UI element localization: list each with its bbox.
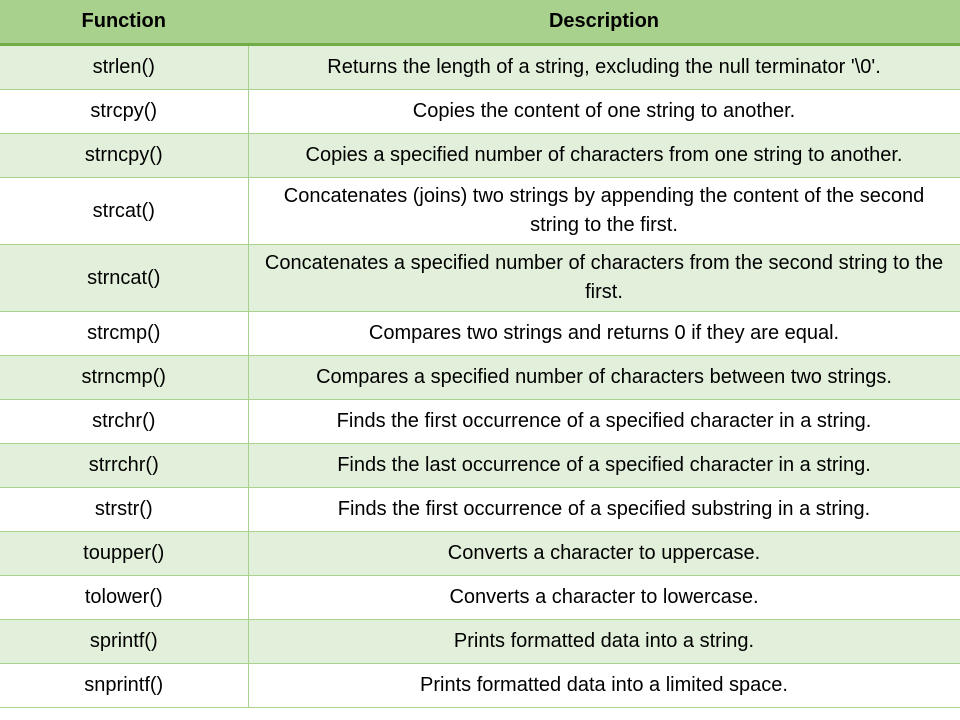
- function-cell: strcpy(): [0, 90, 248, 134]
- function-cell: strrchr(): [0, 444, 248, 488]
- function-cell: snprintf(): [0, 664, 248, 708]
- table-row: [0, 664, 960, 708]
- header-description: Description: [248, 0, 960, 45]
- table-row: [0, 444, 960, 488]
- description-cell: Copies the content of one string to another.: [248, 90, 960, 134]
- description-cell: Prints formatted data into a string.: [248, 620, 960, 664]
- function-cell: strlen(): [0, 45, 248, 90]
- description-cell: Compares two strings and returns 0 if they are equal.: [248, 312, 960, 356]
- function-cell: toupper(): [0, 532, 248, 576]
- function-cell: tolower(): [0, 576, 248, 620]
- table-row: [0, 134, 960, 178]
- table-row: [0, 356, 960, 400]
- function-cell: strchr(): [0, 400, 248, 444]
- description-cell: Finds the last occurrence of a specified character in a string.: [248, 444, 960, 488]
- function-cell: strcat(): [0, 178, 248, 245]
- function-cell: strncmp(): [0, 356, 248, 400]
- table-row: [0, 488, 960, 532]
- header-row: [0, 0, 960, 45]
- table-row: [0, 178, 960, 245]
- table-body: [0, 45, 960, 708]
- description-cell: Compares a specified number of characters between two strings.: [248, 356, 960, 400]
- table-header: [0, 0, 960, 45]
- description-cell: Finds the first occurrence of a specified substring in a string.: [248, 488, 960, 532]
- function-cell: strncpy(): [0, 134, 248, 178]
- function-cell: strncat(): [0, 245, 248, 312]
- table-row: [0, 576, 960, 620]
- function-cell: sprintf(): [0, 620, 248, 664]
- header-function: Function: [0, 0, 248, 45]
- description-cell: Finds the first occurrence of a specified character in a string.: [248, 400, 960, 444]
- table-row: [0, 620, 960, 664]
- table-row: [0, 400, 960, 444]
- table-row: [0, 312, 960, 356]
- description-cell: Prints formatted data into a limited space.: [248, 664, 960, 708]
- table-row: [0, 245, 960, 312]
- table-row: [0, 90, 960, 134]
- table-row: [0, 532, 960, 576]
- function-cell: strcmp(): [0, 312, 248, 356]
- description-cell: Converts a character to uppercase.: [248, 532, 960, 576]
- description-cell: Converts a character to lowercase.: [248, 576, 960, 620]
- description-cell: Concatenates (joins) two strings by appending the content of the second string to the first.: [248, 178, 960, 245]
- function-cell: strstr(): [0, 488, 248, 532]
- description-cell: Copies a specified number of characters from one string to another.: [248, 134, 960, 178]
- description-cell: Concatenates a specified number of characters from the second string to the first.: [248, 245, 960, 312]
- table-row: [0, 45, 960, 90]
- description-cell: Returns the length of a string, excluding the null terminator '\0'.: [248, 45, 960, 90]
